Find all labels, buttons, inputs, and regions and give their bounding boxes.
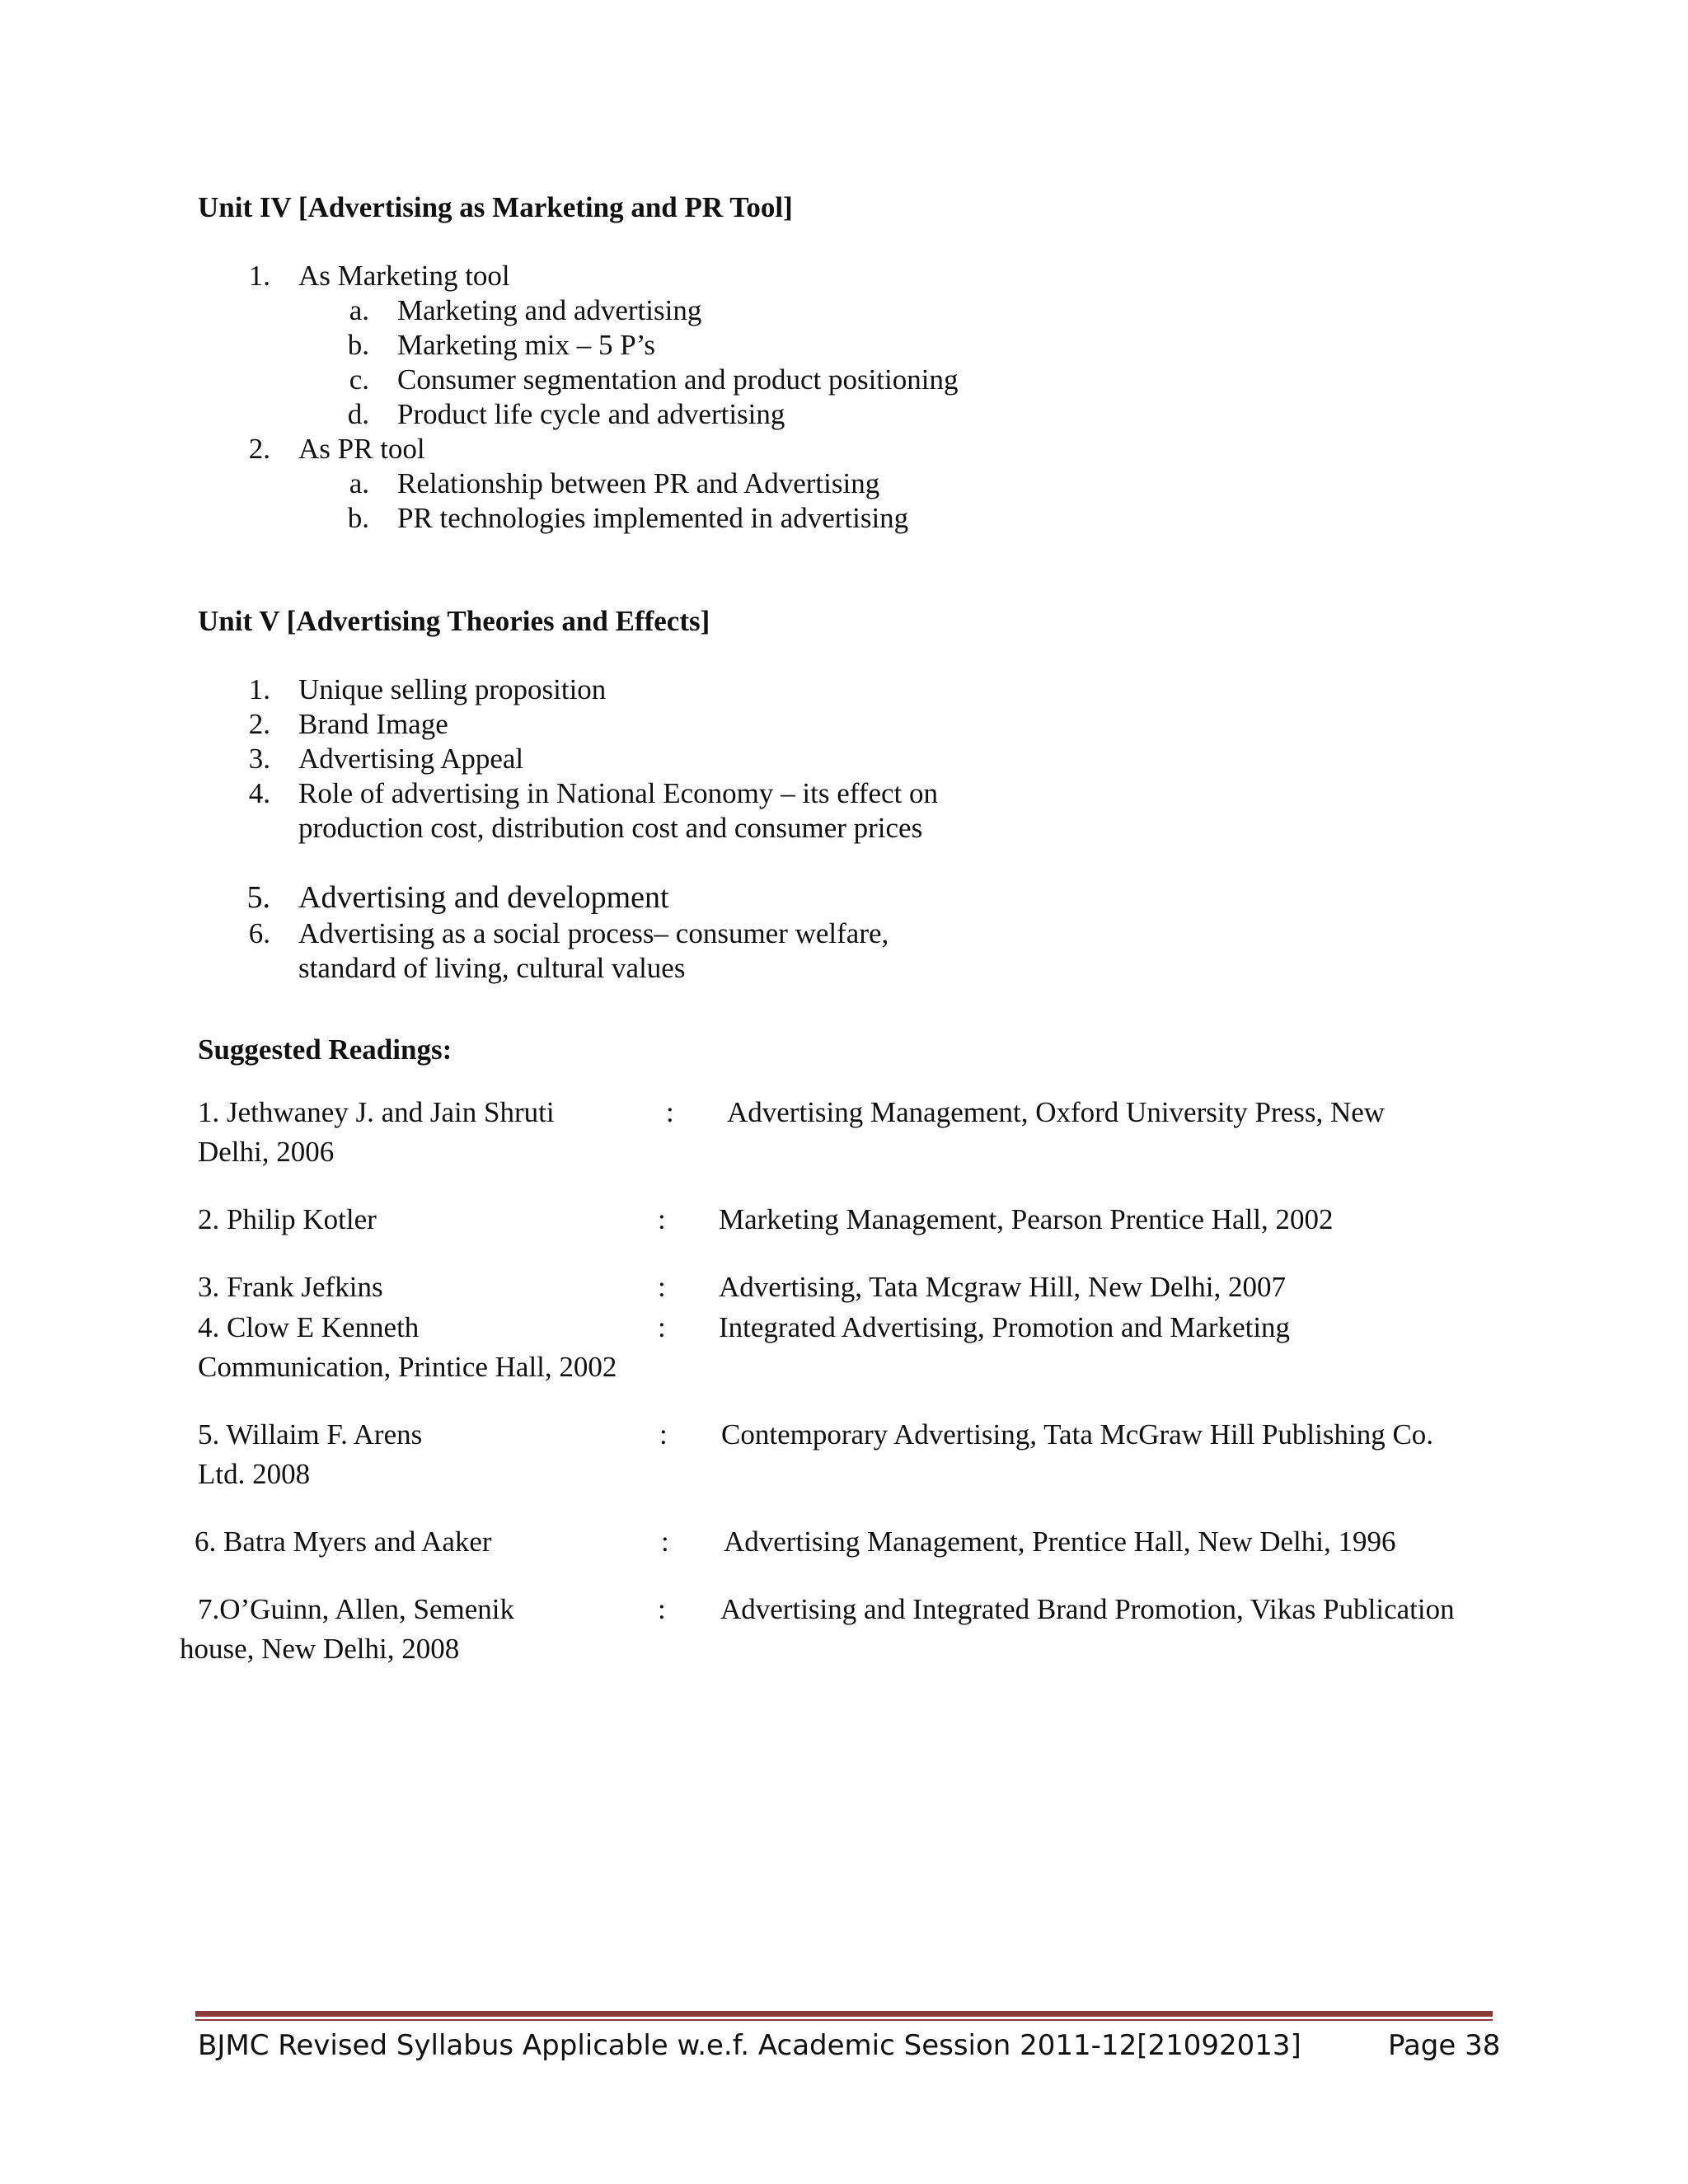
- list-letter: d.: [347, 398, 369, 430]
- list-text: production cost, distribution cost and consumer prices: [298, 812, 923, 844]
- list-text: Unique selling proposition: [298, 673, 607, 705]
- reading-title: Marketing Management, Pearson Prentice Hall, 2002: [719, 1203, 1334, 1235]
- reading-continuation: Delhi, 2006: [198, 1136, 335, 1168]
- reading-author: 7.O’Guinn, Allen, Semenik: [198, 1593, 514, 1625]
- list-number: 6.: [248, 917, 270, 949]
- list-letter: a.: [349, 294, 369, 326]
- reading-separator: :: [658, 1271, 666, 1303]
- suggested-readings-heading: Suggested Readings:: [198, 1033, 452, 1066]
- list-text: Advertising Appeal: [298, 743, 524, 775]
- list-number: 5.: [246, 880, 270, 915]
- list-text: Advertising as a social process– consumer welfare,: [298, 917, 889, 949]
- reading-author: 1. Jethwaney J. and Jain Shruti: [198, 1096, 555, 1128]
- list-number: 4.: [248, 777, 270, 809]
- list-number: 3.: [248, 743, 270, 775]
- reading-author: 4. Clow E Kenneth: [198, 1311, 420, 1343]
- reading-title: Advertising Management, Prentice Hall, New Delhi, 1996: [724, 1526, 1396, 1558]
- reading-continuation: Communication, Printice Hall, 2002: [198, 1351, 617, 1383]
- reading-title: Advertising Management, Oxford University Press, New: [727, 1096, 1386, 1128]
- reading-title: Integrated Advertising, Promotion and Marketing: [719, 1311, 1291, 1343]
- reading-continuation: Ltd. 2008: [198, 1458, 311, 1490]
- footer-rule-thick: [195, 2011, 1493, 2017]
- list-text: Role of advertising in National Economy – its effect on: [298, 777, 938, 809]
- list-text: PR technologies implemented in advertising: [397, 502, 909, 534]
- list-text: As PR tool: [298, 433, 425, 465]
- list-number: 2.: [248, 433, 270, 465]
- list-number: 2.: [248, 708, 270, 740]
- list-letter: c.: [349, 363, 369, 396]
- reading-title: Advertising, Tata Mcgraw Hill, New Delhi, 2007: [719, 1271, 1287, 1303]
- reading-separator: :: [659, 1418, 668, 1451]
- list-letter: b.: [347, 502, 369, 534]
- reading-title: Contemporary Advertising, Tata McGraw Hill Publishing Co.: [721, 1418, 1434, 1451]
- reading-separator: :: [658, 1311, 666, 1343]
- list-text: Marketing mix – 5 P’s: [397, 329, 656, 361]
- list-letter: a.: [349, 467, 369, 499]
- reading-author: 5. Willaim F. Arens: [198, 1418, 423, 1451]
- list-text: As Marketing tool: [298, 260, 510, 292]
- reading-separator: :: [658, 1593, 666, 1625]
- list-number: 1.: [248, 673, 270, 705]
- list-text: Brand Image: [298, 708, 448, 740]
- reading-separator: :: [658, 1203, 666, 1235]
- reading-author: 3. Frank Jefkins: [198, 1271, 383, 1303]
- unit-iv-heading: Unit IV [Advertising as Marketing and PR Tool]: [198, 191, 793, 223]
- footer-text: BJMC Revised Syllabus Applicable w.e.f. Academic Session 2011-12[21092013]: [198, 2029, 1301, 2062]
- list-text: Marketing and advertising: [397, 294, 702, 326]
- reading-continuation: house, New Delhi, 2008: [180, 1633, 460, 1665]
- reading-title: Advertising and Integrated Brand Promotion, Vikas Publication: [720, 1593, 1455, 1625]
- list-text: standard of living, cultural values: [298, 952, 686, 984]
- list-letter: b.: [347, 329, 369, 361]
- list-number: 1.: [248, 260, 270, 292]
- reading-author: 6. Batra Myers and Aaker: [195, 1526, 492, 1558]
- reading-author: 2. Philip Kotler: [198, 1203, 377, 1235]
- page-number: Page 38: [1388, 2029, 1501, 2062]
- reading-separator: :: [666, 1096, 674, 1128]
- list-text: Product life cycle and advertising: [397, 398, 785, 430]
- list-text: Consumer segmentation and product positioning: [397, 363, 959, 396]
- list-text: Advertising and development: [298, 880, 669, 915]
- unit-v-heading: Unit V [Advertising Theories and Effects]: [198, 605, 710, 637]
- footer-rule-thin: [195, 2019, 1493, 2021]
- list-text: Relationship between PR and Advertising: [397, 467, 880, 499]
- reading-separator: :: [661, 1526, 669, 1558]
